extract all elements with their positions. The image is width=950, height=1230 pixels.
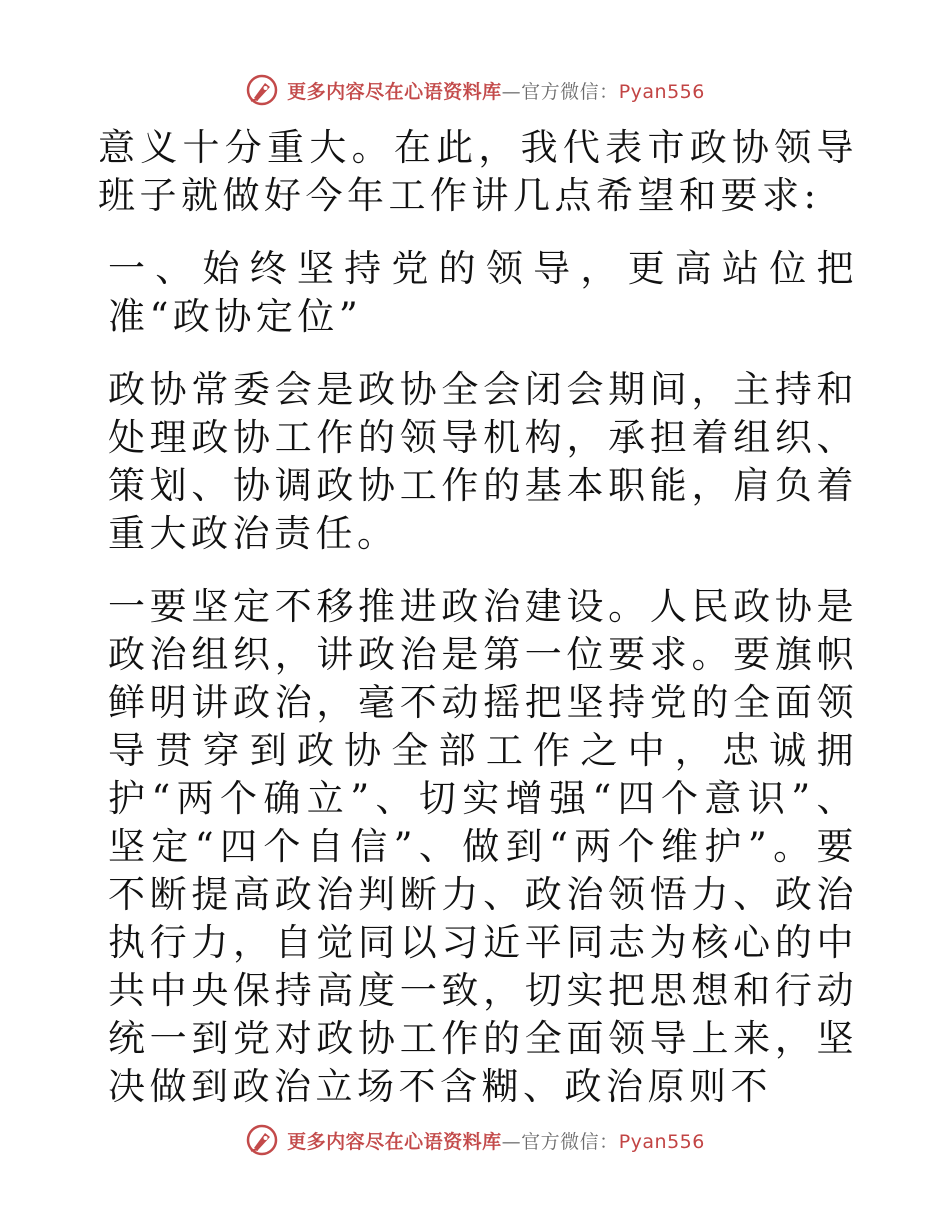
watermark-text bbox=[287, 77, 705, 104]
watermark-brand: 更多内容尽在心语资料库 bbox=[287, 1130, 502, 1153]
watermark-wechat-label: 官方微信： bbox=[521, 80, 619, 103]
watermark-brand: 更多内容尽在心语资料库 bbox=[287, 80, 502, 103]
paragraph-political-construction: 一要坚定不移推进政治建设。人民政协是政治组织，讲政治是第一位要求。要旗帜鲜明讲政治，毫不动摇把坚持党的全面领导贯穿到政协全部工作之中，忠诚拥护“两个确立”、切实增强“四个意识”、坚定“四个自信”、做到“两个维护”。要不断提高政治判断力、政治领悟力、政治执行力，自觉同以习近平同志为核心的中共中央保持高度一致，切实把思想和行动统一到党对政协工作的全面领导上来，坚决做到政治立场不含糊、政治原则不 bbox=[108, 585, 858, 1108]
footer-watermark bbox=[0, 1118, 950, 1162]
document-body bbox=[98, 124, 858, 1111]
header-watermark bbox=[0, 68, 950, 112]
watermark-separator: — bbox=[501, 80, 522, 103]
pen-nib-logo-icon bbox=[245, 73, 279, 107]
pen-nib-logo-icon bbox=[245, 1123, 279, 1157]
watermark-wechat-label: 官方微信： bbox=[521, 1130, 619, 1153]
watermark-text bbox=[287, 1127, 705, 1154]
paragraph-standing-committee: 政协常委会是政协全会闭会期间，主持和处理政协工作的领导机构，承担着组织、策划、协调政协工作的基本职能，肩负着重大政治责任。 bbox=[108, 368, 858, 555]
watermark-wechat-id: Pyan556 bbox=[618, 1130, 705, 1153]
paragraph-continuation: 意义十分重大。在此，我代表市政协领导班子就做好今年工作讲几点希望和要求: bbox=[98, 126, 858, 217]
watermark-separator: — bbox=[501, 1130, 522, 1153]
watermark-wechat-id: Pyan556 bbox=[618, 80, 705, 103]
section-heading: 一、始终坚持党的领导，更高站位把准“政协定位” bbox=[108, 247, 858, 338]
